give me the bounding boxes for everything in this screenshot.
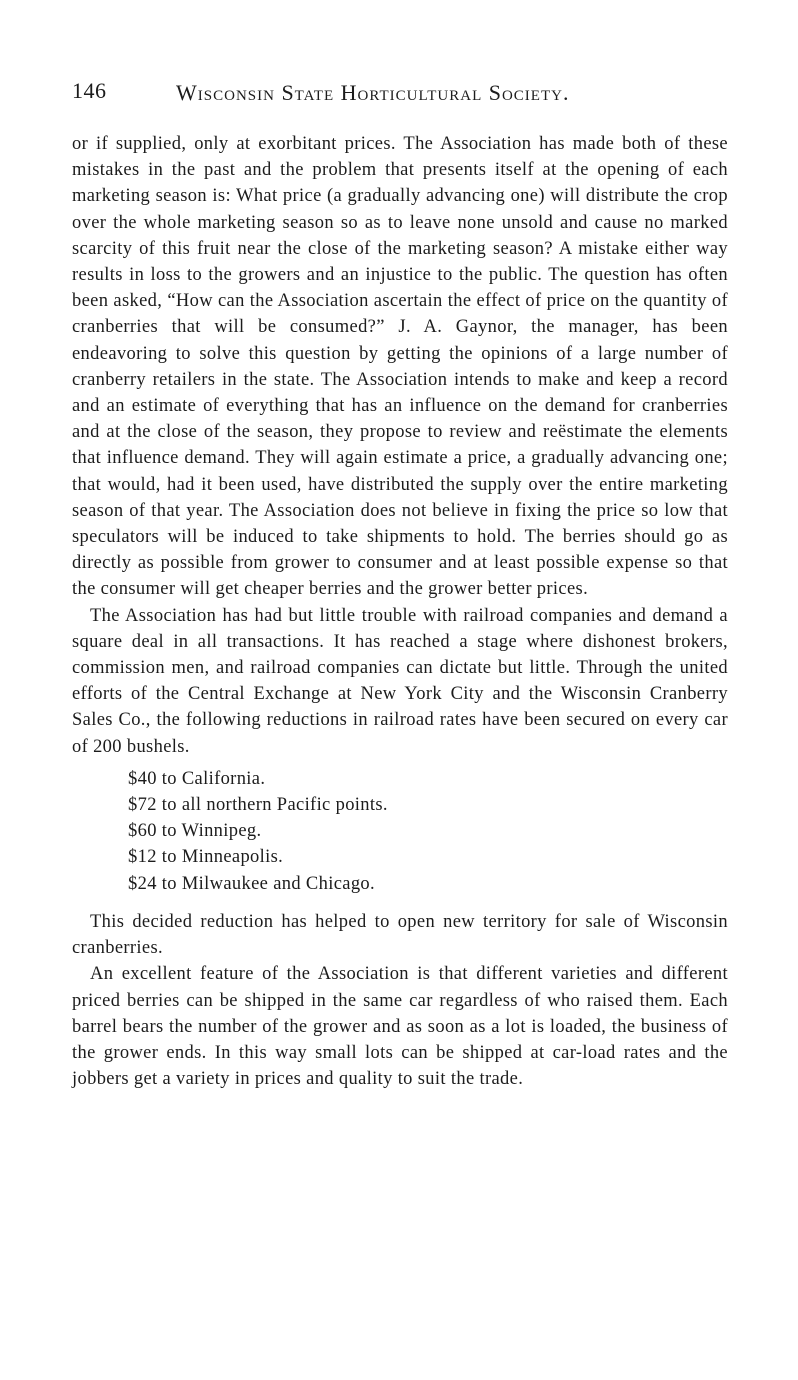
rate-item-northern-pacific: $72 to all northern Pacific points. [128,795,388,816]
rate-item-minneapolis: $12 to Minneapolis. [128,847,284,868]
paragraph-feature: An excellent feature of the Association is that different varieties and different priced berries can be shipped in the same car regardless of who raised them. Each barrel bears the number of the grower and as soon as a lot is loaded, the business of the grower ends. In this way small lots can be shipped at car-load rates and the jobbers get a variety in prices and quality to suit the trade. [72,964,728,1090]
paragraph-railroad: The Association has had but little trouble with railroad companies and demand a square deal in all transactions. It has reached a stage where dishonest brokers, commission men, and railroad companies can dictate but little. Through the united efforts of the Central Exchange at New York City and the Wisconsin Cranberry Sales Co., the following reductions in railroad rates have been secured on every car of 200 bushels. [72,605,728,757]
running-title: Wisconsin State Horticultural Society. [176,80,570,105]
rate-item-winnipeg: $60 to Winnipeg. [128,821,262,842]
body-text [72,131,728,1092]
page-number: 146 [72,78,107,103]
rate-item-milwaukee-chicago: $24 to Milwaukee and Chicago. [128,873,376,894]
paragraph-continued: or if supplied, only at exorbitant prices. The Association has made both of these mistakes in the past and the problem that presents itself at the opening of each marketing season is: What price (a gradually advancing one) will distribute the crop over the whole marketing season so as to leave none unsold and cause no marked scarcity of this fruit near the close of the marketing season? A mistake either way results in loss to the growers and an injustice to the public. The question has often been asked, “How can the Association ascertain the effect of price on the quantity of cranberries that will be consumed?” J. A. Gaynor, the manager, has been endeavoring to solve this question by getting the opinions of a large number of cranberry retailers in the state. The Association intends to make and keep a record and an estimate of everything that has an influence on the demand for cranberries and at the close of the season, they propose to review and reëstimate the elements that influence demand. They will again estimate a price, a gradually advancing one; that would, had it been used, have distributed the supply over the entire marketing season of that year. The Association does not believe in fixing the price so low that speculators will be induced to take shipments to hold. The berries should go as directly as possible from grower to consumer and at least possible expense so that the consumer will get cheaper berries and the grower better prices. [72,134,728,600]
paragraph-territory: This decided reduction has helped to open new territory for sale of Wisconsin cranberries. [72,911,728,959]
rate-item-california: $40 to California. [128,768,266,789]
page-header [72,78,732,110]
rate-list [72,766,728,897]
